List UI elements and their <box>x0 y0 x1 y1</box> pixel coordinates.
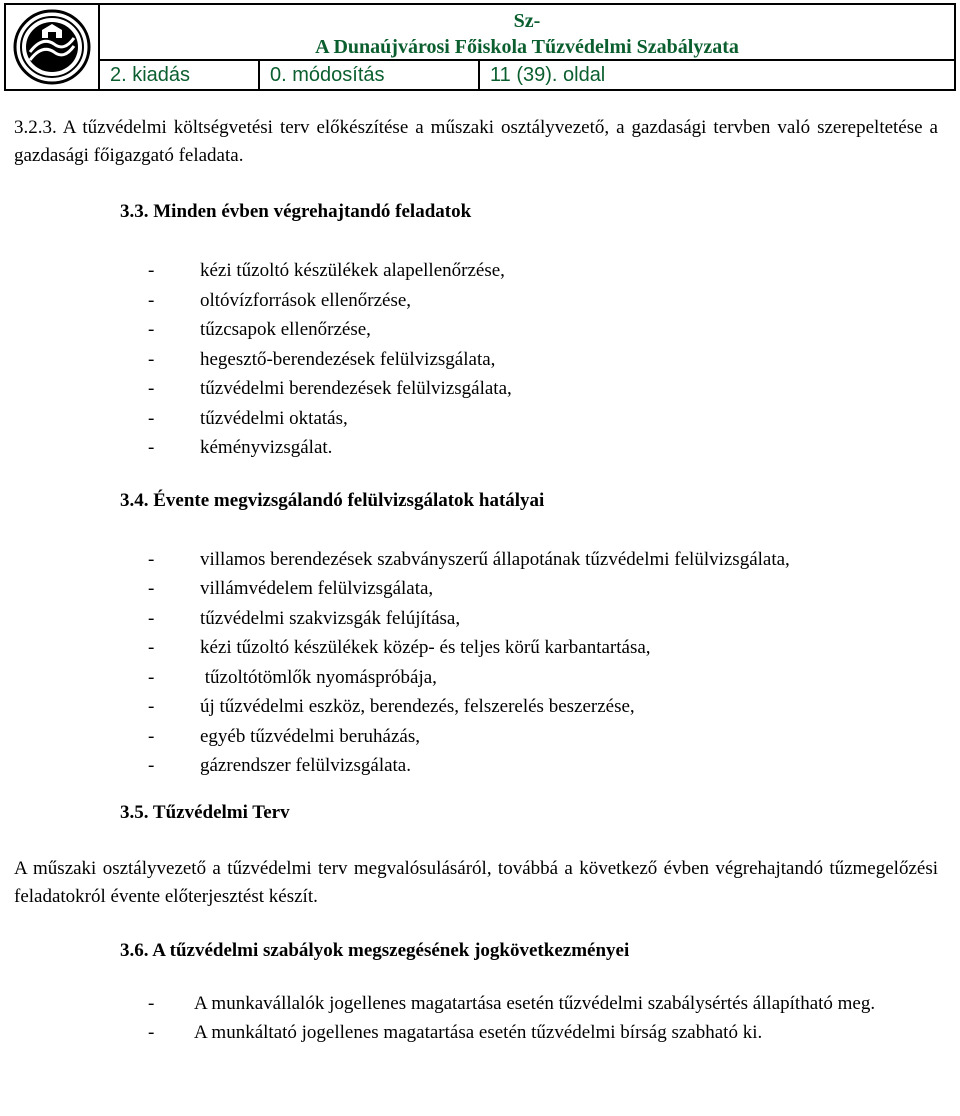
list-item <box>148 286 938 316</box>
list-item <box>148 545 938 575</box>
list-item-text: A munkavállalók jogellenes magatartása esetén tűzvédelmi szabálysértés állapítható meg. <box>194 992 876 1014</box>
modification-cell: 0. módosítás <box>260 61 480 89</box>
list-3-3 <box>14 256 938 463</box>
dash-marker: - <box>148 725 155 747</box>
list-item-text: oltóvízforrások ellenőrzése, <box>200 289 412 311</box>
dash-marker: - <box>148 1022 155 1043</box>
list-item-text: villamos berendezések szabványszerű állapotának tűzvédelmi felülvizsgálata, <box>200 548 790 570</box>
list-item-text: tűzvédelmi berendezések felülvizsgálata, <box>200 378 512 399</box>
list-item <box>148 374 938 404</box>
header-title-line1: Sz- <box>513 10 541 32</box>
header-title-line2: A Dunaújvárosi Főiskola Tűzvédelmi Szabályzata <box>315 36 739 58</box>
list-item-text: kézi tűzoltó készülékek alapellenőrzése, <box>200 260 505 281</box>
document-header <box>4 3 956 91</box>
list-item-text: villámvédelem felülvizsgálata, <box>200 578 434 599</box>
list-item <box>148 692 938 722</box>
list-item-text: kéményvizsgálat. <box>200 437 333 458</box>
list-item-text: tűzvédelmi oktatás, <box>200 407 348 429</box>
list-item-text: új tűzvédelmi eszköz, berendezés, felszerelés beszerzése, <box>200 696 635 717</box>
heading-3-3: 3.3. Minden évben végrehajtandó feladatok <box>120 201 472 222</box>
list-item <box>148 989 938 1019</box>
logo <box>6 5 100 89</box>
list-item-text: hegesztő-berendezések felülvizsgálata, <box>200 348 496 370</box>
list-item <box>148 404 938 434</box>
dash-marker: - <box>148 407 155 429</box>
university-emblem-icon <box>12 8 92 86</box>
list-item <box>148 663 938 693</box>
dash-marker: - <box>148 437 155 458</box>
list-item <box>148 633 938 663</box>
page-number-cell: 11 (39). oldal <box>490 64 606 86</box>
list-item <box>148 604 938 634</box>
list-item-text: gázrendszer felülvizsgálata. <box>200 755 411 776</box>
list-item <box>148 574 938 604</box>
list-3-4 <box>14 545 938 781</box>
heading-3-6: 3.6. A tűzvédelmi szabályok megszegésének jogkövetkezményei <box>120 939 630 961</box>
heading-3-4: 3.4. Évente megvizsgálandó felülvizsgálatok hatályai <box>120 489 545 511</box>
paragraph-3-5: A műszaki osztályvezető a tűzvédelmi terv megvalósulásáról, továbbá a következő évben végrehajtandó tűzmegelőzési feladatokról évente előterjesztést készít. <box>14 857 938 907</box>
list-item-text: tűzoltótömlők nyomáspróbája, <box>200 666 437 688</box>
list-item <box>148 751 938 781</box>
list-item-text: kézi tűzoltó készülékek közép- és teljes körű karbantartása, <box>200 637 651 658</box>
list-item-text: tűzvédelmi szakvizsgák felújítása, <box>200 607 461 629</box>
dash-marker: - <box>148 289 155 311</box>
list-item <box>148 433 938 463</box>
dash-marker: - <box>148 755 155 776</box>
list-item <box>148 256 938 286</box>
list-item <box>148 1018 938 1048</box>
dash-marker: - <box>148 696 155 717</box>
dash-marker: - <box>148 666 155 688</box>
list-item <box>148 722 938 752</box>
list-item-text: egyéb tűzvédelmi beruházás, <box>200 725 420 747</box>
heading-3-5: 3.5. Tűzvédelmi Terv <box>120 801 290 823</box>
dash-marker: - <box>148 607 155 629</box>
dash-marker: - <box>148 637 155 658</box>
list-item-text: tűzcsapok ellenőrzése, <box>200 319 371 340</box>
header-meta-row <box>100 61 954 89</box>
list-item-text: A munkáltató jogellenes magatartása esetén tűzvédelmi bírság szabható ki. <box>194 1022 763 1043</box>
header-title <box>100 5 954 61</box>
dash-marker: - <box>148 260 155 281</box>
dash-marker: - <box>148 378 155 399</box>
dash-marker: - <box>148 348 155 370</box>
dash-marker: - <box>148 548 155 570</box>
list-item <box>148 345 938 375</box>
dash-marker: - <box>148 992 155 1014</box>
edition-cell: 2. kiadás <box>100 61 260 89</box>
list-item <box>148 315 938 345</box>
dash-marker: - <box>148 319 155 340</box>
paragraph-3-2-3: 3.2.3. A tűzvédelmi költségvetési terv előkészítése a műszaki osztályvezető, a gazdasági tervben való szerepeltetése a gazdasági főigazgató feladata. <box>14 117 938 166</box>
dash-marker: - <box>148 578 155 599</box>
document-body <box>14 114 938 1048</box>
list-3-6 <box>14 989 938 1048</box>
